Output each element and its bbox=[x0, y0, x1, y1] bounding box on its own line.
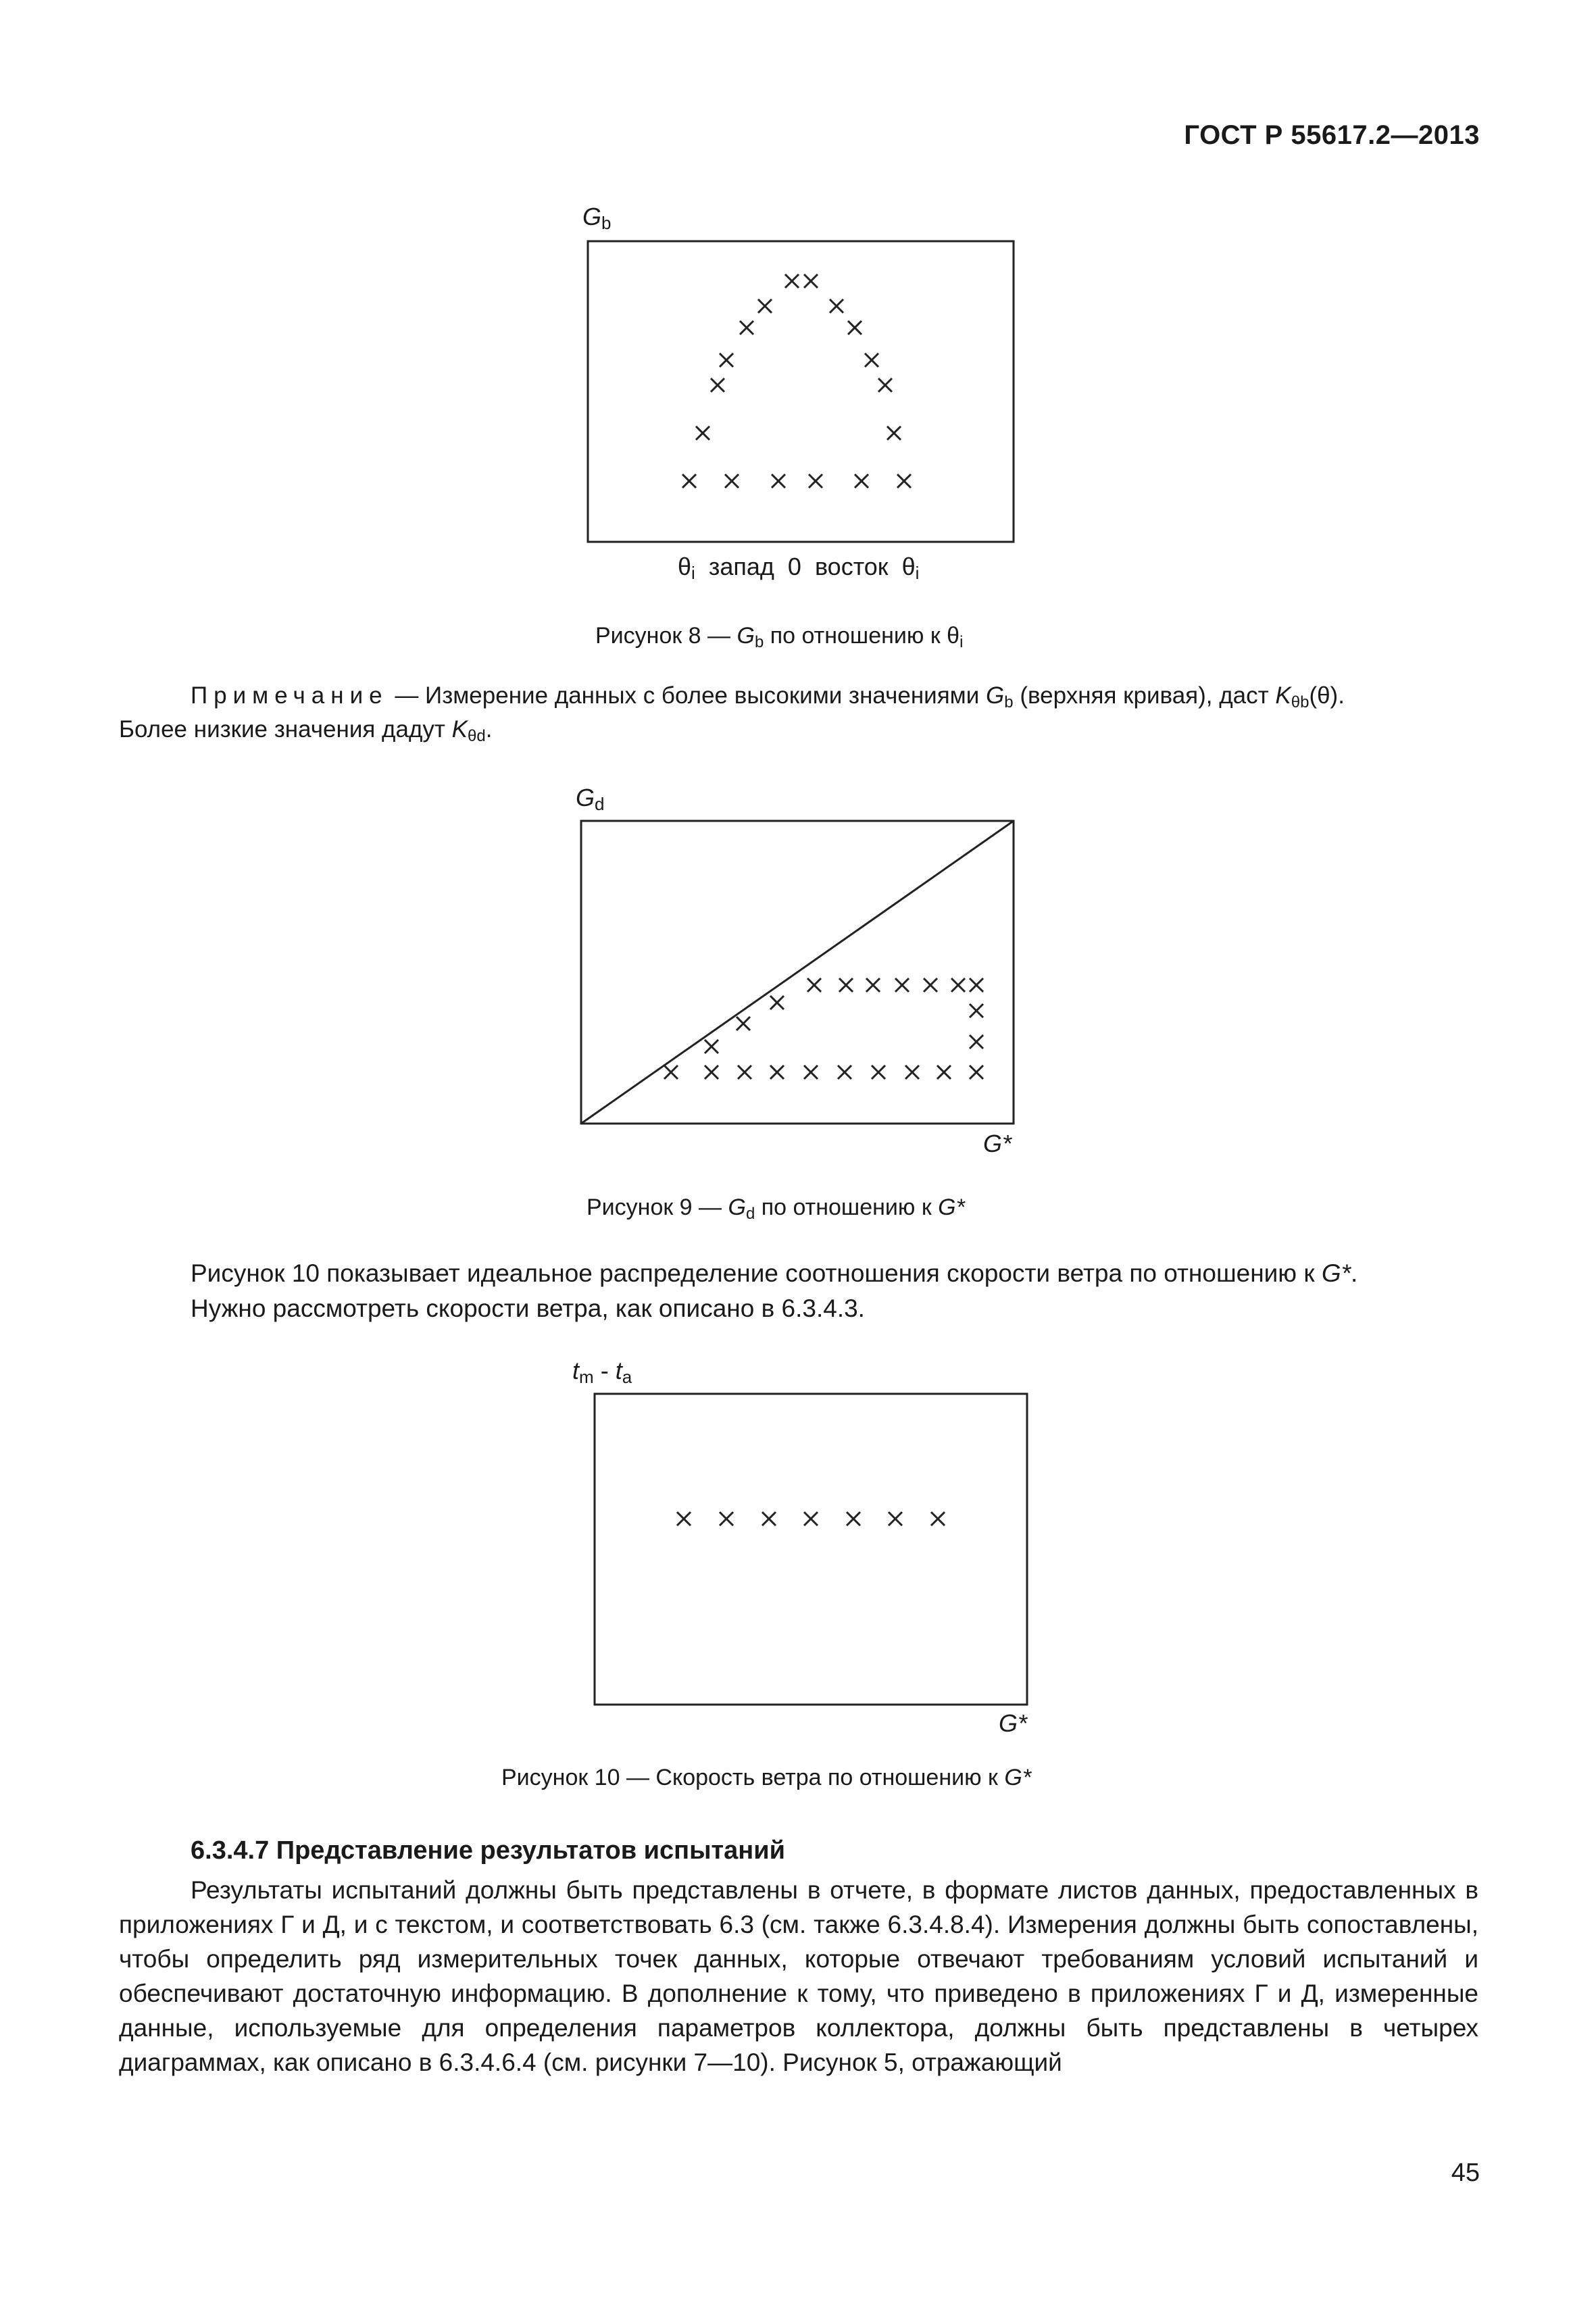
fig9-x-axis-label: G* bbox=[983, 1130, 1012, 1157]
fig9-cross-mark bbox=[970, 1004, 983, 1017]
fig10-cross-mark bbox=[804, 1512, 818, 1526]
fig9-cross-mark bbox=[905, 1065, 919, 1079]
fig9-cross-mark bbox=[838, 1065, 851, 1079]
fig9-cross-mark bbox=[807, 978, 821, 992]
fig10-intro-line-2: Нужно рассмотреть скорости ветра, как описано в 6.3.4.3. bbox=[191, 1294, 865, 1322]
fig9-cross-mark bbox=[970, 1035, 983, 1049]
fig8-cross-mark bbox=[848, 321, 862, 334]
fig8-cross-mark bbox=[865, 353, 878, 367]
fig8-cross-mark bbox=[772, 474, 785, 488]
fig8-cross-mark bbox=[855, 474, 868, 488]
fig8-cross-mark bbox=[682, 474, 696, 488]
fig8-cross-mark bbox=[725, 474, 739, 488]
fig8-cross-mark bbox=[720, 353, 733, 367]
fig9-cross-mark bbox=[866, 978, 880, 992]
note-line-1: Примечание — Измерение данных с более высокими значениями $G_b$ (верхняя кривая), даст $K_{\theta b}(\theta)$. bbox=[191, 682, 1345, 711]
fig9-cross-mark bbox=[895, 978, 909, 992]
fig9-cross-mark bbox=[924, 978, 937, 992]
fig8-cross-mark bbox=[897, 474, 911, 488]
fig8-x-theta-right: $\theta_i$ bbox=[901, 553, 920, 583]
fig8-x-west: запад bbox=[708, 553, 774, 580]
fig8-cross-mark bbox=[830, 299, 843, 313]
fig8-cross-mark bbox=[804, 274, 818, 288]
fig8-x-theta-left: $\theta_i$ bbox=[678, 553, 695, 583]
fig9-cross-mark bbox=[970, 978, 983, 992]
fig8-cross-mark bbox=[711, 378, 724, 392]
fig9-cross-mark bbox=[738, 1065, 751, 1079]
fig8-caption: Рисунок 8 — $G_b$ по отношению к $\theta_i$ bbox=[595, 623, 964, 651]
fig10-cross-mark bbox=[762, 1512, 776, 1526]
fig8-cross-mark bbox=[785, 274, 799, 288]
fig9-cross-mark bbox=[705, 1040, 718, 1053]
fig9-cross-mark bbox=[664, 1065, 678, 1079]
fig9-cross-mark bbox=[951, 978, 965, 992]
fig8-y-axis-label: $G_b$ bbox=[582, 203, 612, 233]
note-line-2: Более низкие значения дадут $K_{\theta d}$. bbox=[119, 716, 493, 745]
section-heading: 6.3.4.7 Представление результатов испытаний bbox=[191, 1836, 785, 1865]
fig8-x-axis-label bbox=[678, 553, 919, 584]
fig10-frame bbox=[595, 1394, 1027, 1705]
fig8-cross-mark bbox=[878, 378, 892, 392]
fig10-caption: Рисунок 10 — Скорость ветра по отношению к G* bbox=[501, 1765, 1032, 1790]
fig9-cross-mark bbox=[839, 978, 853, 992]
fig10-intro-line-1: Рисунок 10 показывает идеальное распределение соотношения скорости ветра по отношению к G*. bbox=[191, 1259, 1358, 1287]
fig9-cross-mark bbox=[770, 1065, 784, 1079]
fig10-cross-mark bbox=[931, 1512, 945, 1526]
fig8-x-zero: 0 bbox=[787, 553, 801, 580]
fig8-frame bbox=[588, 241, 1014, 542]
fig8-cross-mark bbox=[758, 299, 772, 313]
fig9-cross-mark bbox=[937, 1065, 951, 1079]
fig8-cross-mark bbox=[696, 426, 709, 440]
fig8-cross-mark bbox=[887, 426, 901, 440]
section-body: Результаты испытаний должны быть представлены в отчете, в формате листов данных, предоставленных в приложениях Г и Д, и с текстом, и соответствовать 6.3 (см. также 6.3.4.8.4). Измерения должны быть сопоставлены, чтобы определить ряд измерительных точек данных, которые отвечают требованиям условий испытаний и обеспечивают достаточную информацию. В дополнение к тому, что приведено в приложениях Г и Д, измеренные данные, используемые для определения параметров коллектора, должны быть представлены в четырех диаграммах, как описано в 6.3.4.6.4 (см. рисунки 7—10). Рисунок 5, отражающий bbox=[119, 1876, 1478, 2076]
fig9-y-axis-label: $G_d$ bbox=[576, 784, 605, 814]
fig10-cross-mark bbox=[677, 1512, 691, 1526]
fig9-cross-mark bbox=[705, 1065, 718, 1079]
note-label: Примечание bbox=[191, 682, 389, 709]
fig9-diagonal-line bbox=[581, 821, 1014, 1124]
fig9-cross-mark bbox=[970, 1065, 983, 1079]
page-number: 45 bbox=[1451, 2159, 1480, 2187]
fig9-cross-mark bbox=[770, 996, 784, 1009]
fig10-cross-mark bbox=[720, 1512, 733, 1526]
fig9-frame bbox=[581, 821, 1014, 1124]
fig10-cross-mark bbox=[847, 1512, 860, 1526]
fig10-y-axis-label: $t_m - t_a$ bbox=[572, 1357, 632, 1387]
fig8-x-east: восток bbox=[814, 553, 889, 580]
fig9-caption: Рисунок 9 — $G_d$ по отношению к G* bbox=[587, 1194, 965, 1223]
fig10-x-axis-label: G* bbox=[999, 1709, 1028, 1737]
fig9-cross-mark bbox=[737, 1017, 750, 1030]
fig9-cross-mark bbox=[804, 1065, 818, 1079]
fig8-cross-mark bbox=[809, 474, 822, 488]
document-id: ГОСТ Р 55617.2—2013 bbox=[1184, 120, 1480, 150]
fig10-cross-mark bbox=[889, 1512, 902, 1526]
fig8-cross-mark bbox=[740, 321, 753, 334]
fig9-cross-mark bbox=[872, 1065, 885, 1079]
